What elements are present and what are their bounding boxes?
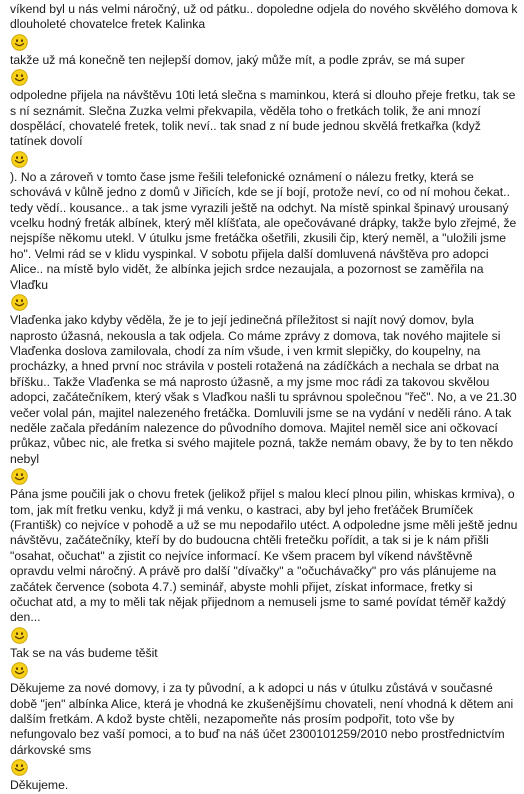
smiley-icon	[11, 151, 28, 168]
smiley-icon	[11, 627, 28, 644]
smiley-icon	[11, 468, 28, 485]
paragraph-4: ). No a zároveň v tomto čase jsme řešili telefonické oznámení o nálezu fretky, která se schovává v kůlně jedno z domů v Jiřicích, kde se jí bojí, protože neví, co od ní mohou čekat.. tedy vědí.. kousance.. a tak jsme vyrazili ještě na odchyt. Na místě spinkal špinavý urousaný vcelku hodný freták albínek, který měl klíšťata, ale opečovávané drápky, takže bylo zřejmé, že nejspíše někomu utekl. V útulku jsme fretáčka ošetřili, zkusili čip, který neměl, a "uložili jsme ho". Velmi rád se v klidu vyspinkal. V sobotu přijela další domluvená návštěva pro adopci Alice.. na místě bylo vidět, že albínka jejich srdce nezaujala, a pozornost se zaměřila na Vlaďku	[10, 169, 517, 292]
paragraph-7: Tak se na vás budeme těšit	[10, 645, 158, 660]
paragraph-2: takže už má konečně ten nejlepší domov, jaký může mít, a podle zpráv, se má super	[10, 52, 465, 67]
post-body	[10, 2, 518, 794]
smiley-icon	[11, 34, 28, 51]
smiley-icon	[11, 69, 28, 86]
paragraph-3: odpoledne přijela na návštěvu 10ti letá slečna s maminkou, která si dlouho přeje fretku, tak se s ní seznámit. Slečna Zuzka velmi překvapila, věděla toho o fretkách tolik, že ani mnozí dospělácí, chovatelé fretek, tolik neví.. tak snad z ní bude jednou skvělá fretkařka (když tatínek dovolí	[10, 88, 516, 149]
smiley-icon	[11, 662, 28, 679]
smiley-icon	[11, 294, 28, 311]
paragraph-9: Děkujeme.	[10, 778, 69, 793]
paragraph-5: Vlaďenka jako kdyby věděla, že je to její jedinečná příležitost si najít nový domov, byla naprosto úžasná, nekousla a tak odjela. Co máme zprávy z domova, tak nového majitele si Vlaďenka doslova zamilovala, chodí za ním všude, i ven krmit slepičky, do koupelny, na procházky, a hned první noc strávila v posteli rotažená na zádíčkách a nechala se drbat na bříšku.. Takže Vlaďenka se má naprosto úžasně, a my jsme moc rádi za takovou skvělou adopci, začátečníkem, který však s Vlaďkou našli tu správnou společnou "řeč". No, a ve 21.30 večer volal pán, majitel nalezeného fretáčka. Domluvili jsme se na vydání v neděli ráno. A tak neděle začala předáním nalezence do původního domova. Majitel neměl sice ani očkovací průkaz, vůbec nic, ale fretka si svého majitele pozná, takže nemám obavy, že by to ten někdo nebyl	[10, 313, 517, 466]
paragraph-6: Pána jsme poučili jak o chovu fretek (jelikož přijel s malou klecí plnou pilin, whiskas krmiva), o tom, jak mít fretku venku, když ji má venku, o kastraci, aby byl jeho freťáček Brumíček (Františk) co nejvíce v pohodě a už se mu nepodařilo utéct. A odpoledne jsme měli ještě jednu návštěvu, začátečníky, kteří by do budoucna chtěli fretečku pořídit, a tak si je k nám přišli "osahat, očuchat" a zjistit co nejvíce informací. Ke všem pracem byl víkend návštěvně opravdu velmi náročný. A právě pro další "dívačky" a "očuchávačky" pro vás plánujeme na začátek července (sobota 4.7.) seminář, abyste mohli přijet, získat informace, fretky si očuchat atd, a my to měli tak nějak přijednom a nemuseli jsme to samé povídat téměř každý den...	[10, 487, 518, 625]
paragraph-1: víkend byl u nás velmi náročný, už od pátku.. dopoledne odjela do nového skvělého domova k dlouholeté chovatelce fretek Kalinka	[10, 2, 518, 32]
smiley-icon	[11, 759, 28, 776]
paragraph-8: Děkujeme za nové domovy, i za ty původní, a k adopci u nás v útulku zůstává v současné době "jen" albínka Alice, která je vhodná ke zkušenějšímu chovateli, není vhodná k dětem ani dalším fretkám. A kdož byste chtěli, nezapomeňte nás prosím podpořit, toto vše by nefungovalo bez vaší pomoci, a to buď na náš účet 2300101259/2010 nebo prostřednictvím dárkovské sms	[10, 681, 514, 757]
